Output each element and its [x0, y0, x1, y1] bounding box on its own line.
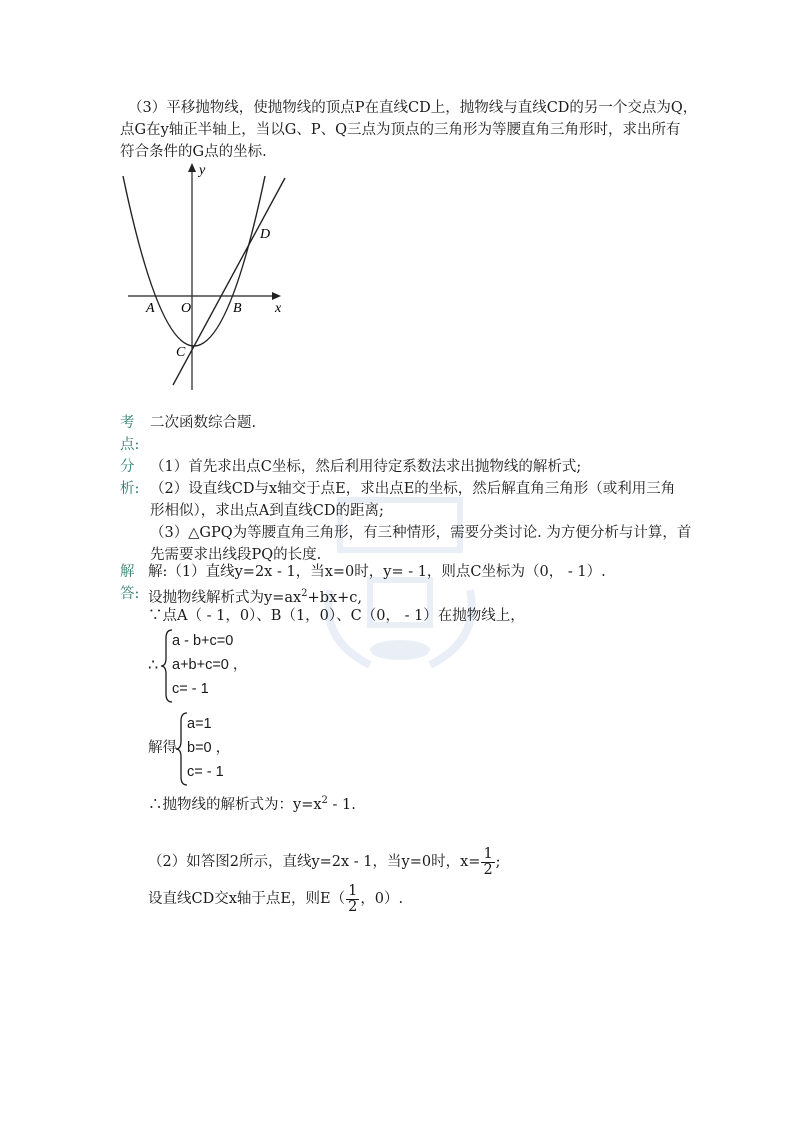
part2-line-1: （2）如答图2所示，直线y=2x - 1，当y=0时，x= $\frac{1}{2}$ ;	[148, 845, 501, 878]
jieda-line-2: 设抛物线解析式为$y=ax^2+bx+c$,	[148, 588, 363, 606]
fenxi-line-1: （1）首先求出点C坐标，然后利用待定系数法求出抛物线的解析式;	[150, 459, 582, 475]
equation-1: a - b+c=0	[172, 633, 234, 649]
label-y: y	[199, 163, 206, 178]
question-line-2: 点G在y轴正半轴上，当以G、P、Q三点为顶点的三角形为等腰直角三角形时，求出所有	[120, 122, 681, 138]
fraction-half: $\frac{1}{2}$	[348, 882, 358, 915]
solution-b: b=0 ，	[187, 740, 231, 756]
x-axis-arrow-icon	[272, 292, 281, 300]
kaodian-label-bottom: 点:	[120, 437, 140, 453]
fenxi-line-3: 形相似），求出点A到直线CD的距离;	[150, 503, 384, 519]
fraction-half: $\frac{1}{2}$	[483, 845, 493, 878]
label-b: B	[233, 301, 242, 316]
parabola-curve	[123, 176, 265, 346]
fenxi-line-5: 先需要求出线段PQ的长度.	[150, 547, 322, 563]
label-origin: O	[181, 301, 192, 316]
y-axis-arrow-icon	[188, 163, 196, 172]
equation-system-1	[172, 629, 247, 701]
line-cd	[173, 178, 285, 385]
fenxi-label-top: 分	[120, 459, 135, 475]
jieda-label-bottom: 答:	[120, 586, 140, 602]
equation-2: a+b+c=0 ，	[172, 657, 248, 673]
equation-3: c= - 1	[172, 681, 209, 697]
label-c: C	[176, 345, 186, 360]
fenxi-line-2: （2）设直线CD与x轴交于点E，求出点E的坐标，然后解直角三角形（或利用三角	[150, 481, 676, 497]
fenxi-label-bottom: 析:	[120, 481, 140, 497]
fenxi-line-4: （3）△GPQ为等腰直角三角形，有三种情形，需要分类讨论. 为方便分析与计算，首	[150, 525, 692, 541]
kaodian-text: 二次函数综合题.	[150, 415, 257, 431]
parabola-result: ∴抛物线的解析式为：$y=x^2 - 1$.	[148, 795, 356, 813]
solution-a: a=1	[187, 716, 212, 732]
part2-line-2: 设直线CD交x轴于点E，则E（ $\frac{1}{2}$ ，0）.	[148, 882, 404, 915]
solution-c: c= - 1	[187, 764, 224, 780]
question-line-1: （3）平移抛物线，使抛物线的顶点P在直线CD上，抛物线与直线CD的另一个交点为Q，	[128, 100, 698, 116]
label-x: x	[275, 301, 282, 316]
label-d: D	[260, 227, 271, 242]
parabola-figure	[115, 162, 295, 392]
jieda-line-3: ∵点A（ - 1，0）、B（1，0）、C（0， - 1）在抛物线上，	[148, 608, 525, 624]
question-line-3: 符合条件的G点的坐标.	[120, 144, 267, 160]
jieda-label-top: 解	[120, 564, 135, 580]
therefore-symbol: ∴	[148, 655, 159, 674]
jieda-line-1: 解:（1）直线y=2x - 1，当x=0时，y= - 1，则点C坐标为（0， - 1）.	[148, 564, 606, 580]
kaodian-label-top: 考	[120, 415, 135, 431]
label-a: A	[146, 301, 155, 316]
equation-system-2	[187, 712, 230, 784]
jiede-label: 解得	[148, 740, 177, 756]
